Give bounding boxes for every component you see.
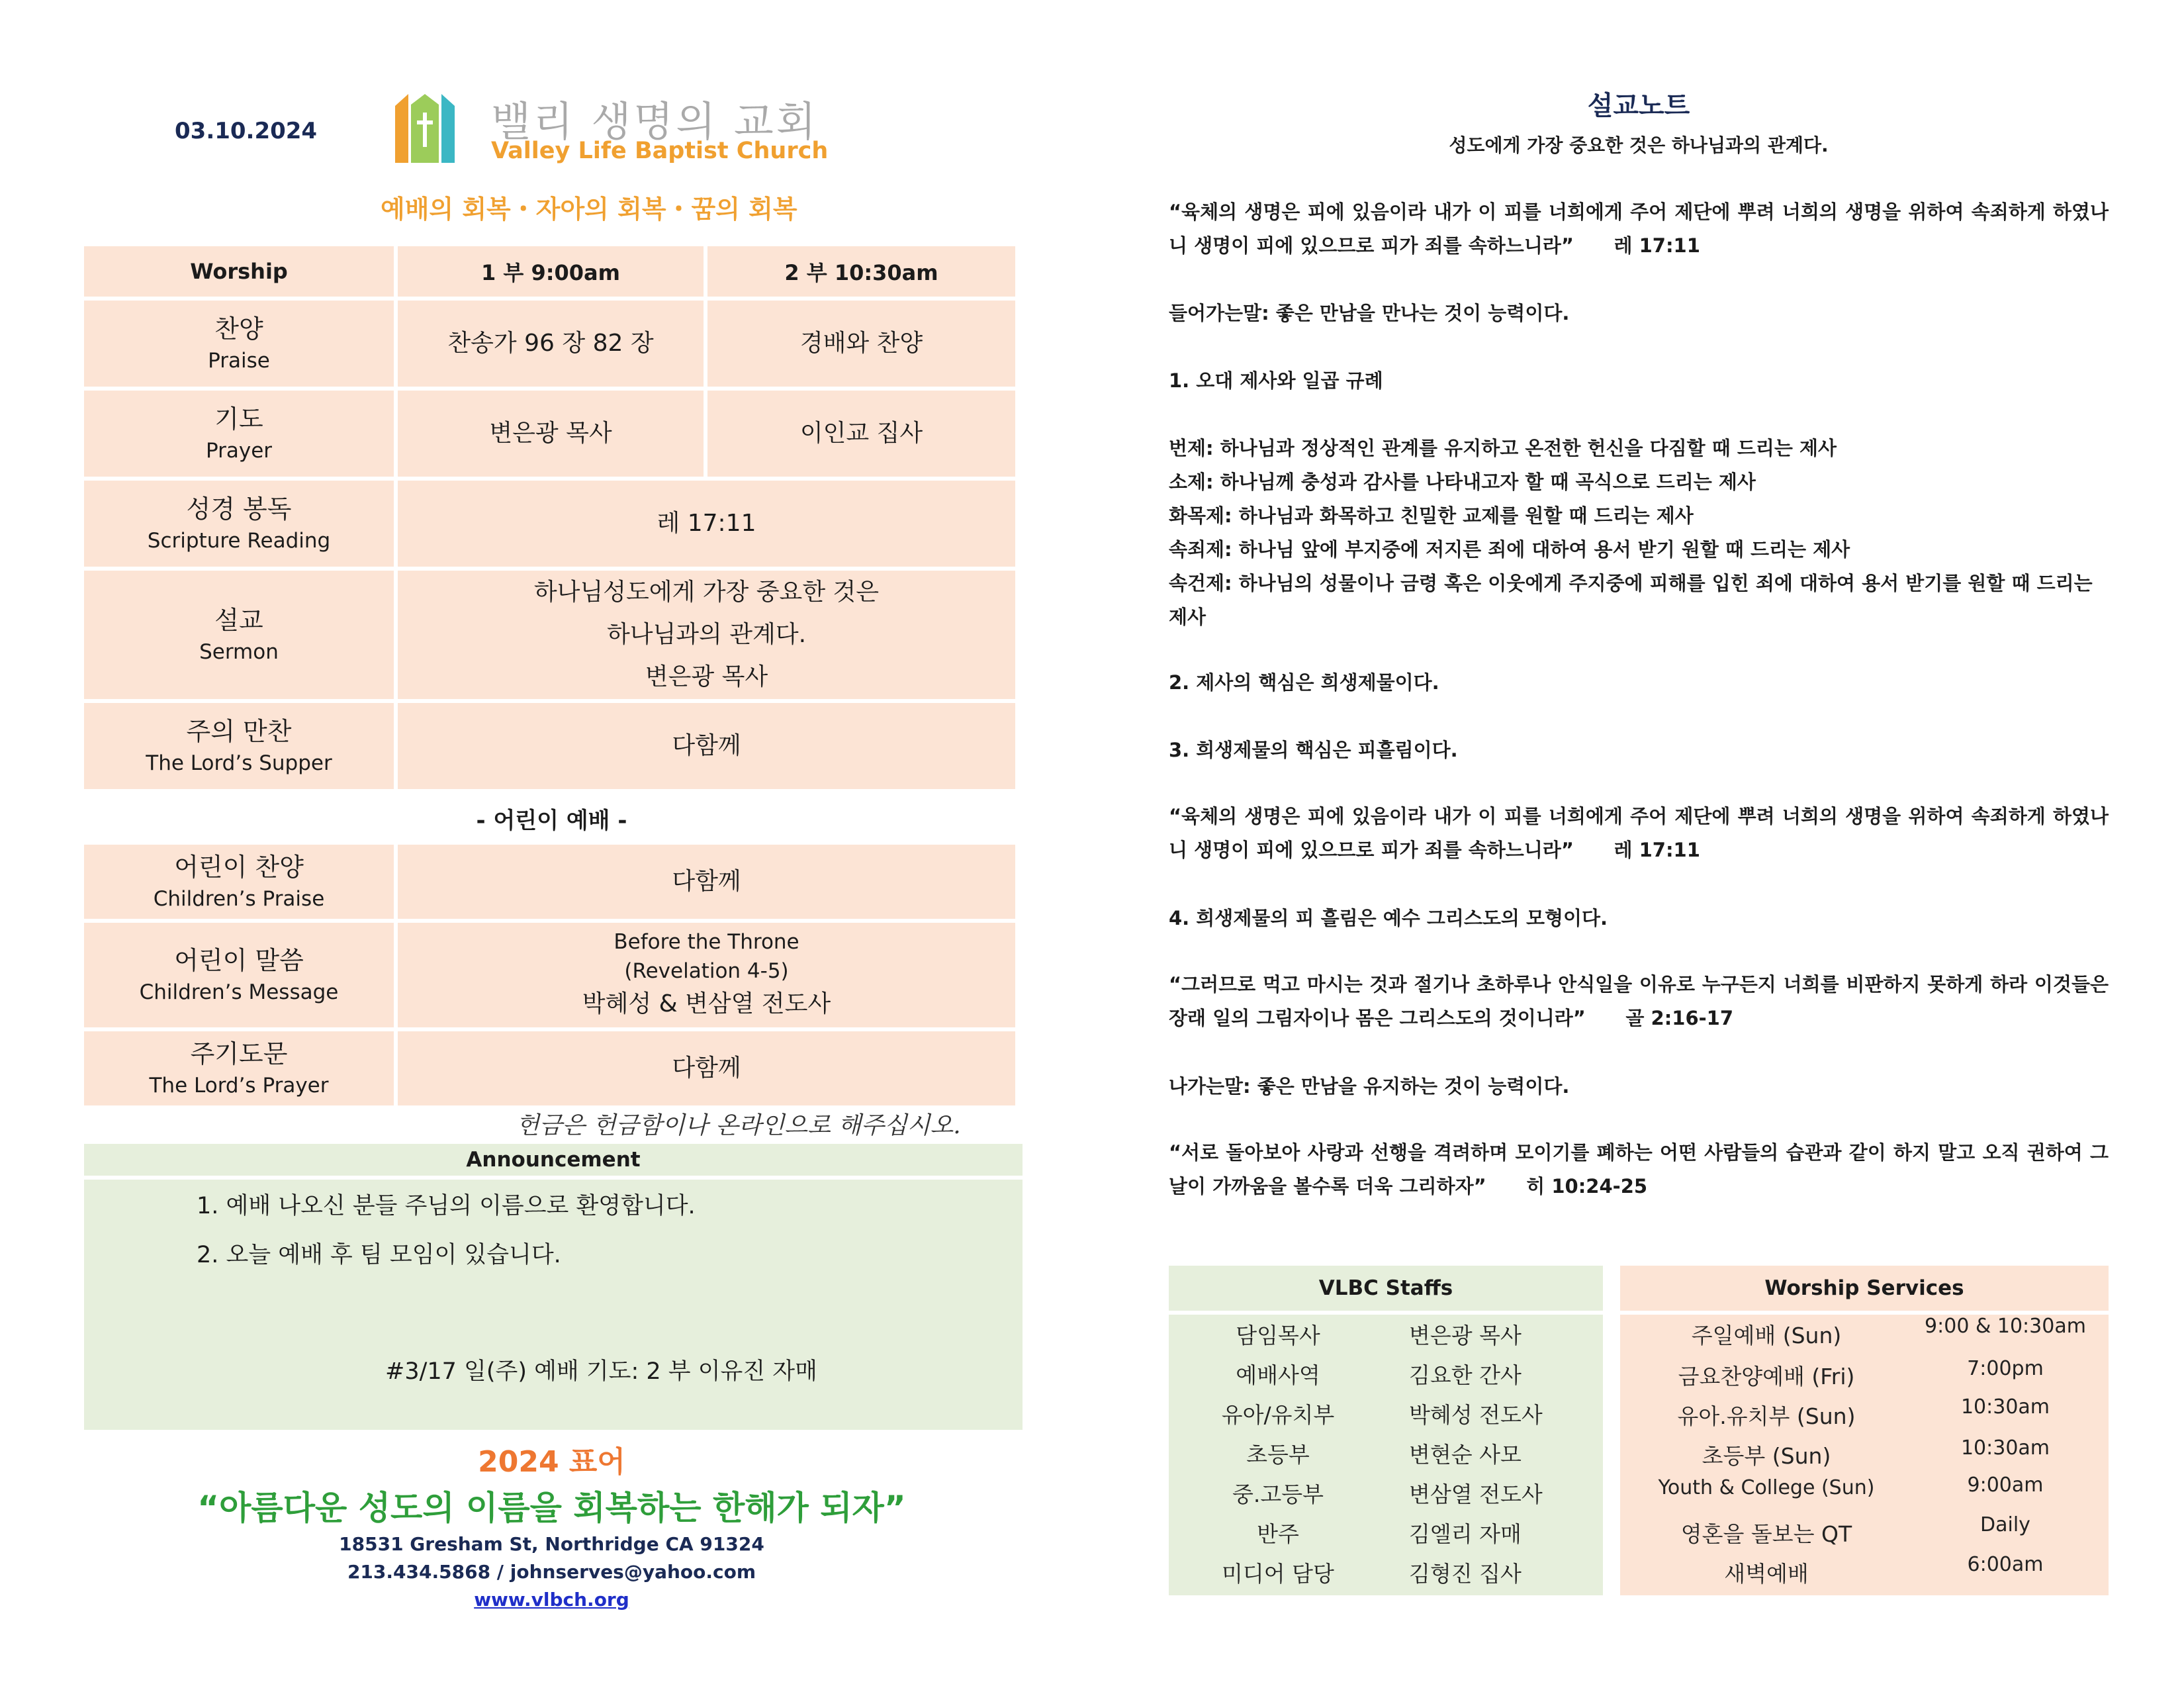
children-worship-title: - 어린이 예배 -	[476, 808, 627, 834]
worship-order-table	[84, 246, 1019, 793]
church-logo	[394, 93, 456, 164]
staff-name: 변은광 목사	[1409, 1323, 1522, 1348]
offerings-list	[1169, 432, 2109, 634]
header-second-service: 2 부 10:30am	[707, 246, 1015, 297]
service-name: Youth & College (Sun)	[1658, 1476, 1875, 1499]
service-time: 6:00am	[1967, 1553, 2044, 1576]
church-name-korean: 밸리 생명의 교회	[491, 97, 819, 146]
point-heading: 4. 희생제물의 피 흘림은 예수 그리스도의 모형이다.	[1169, 907, 1608, 929]
praise-second: 경배와 찬양	[707, 301, 1015, 387]
church-address: 18531 Gresham St, Northridge CA 91324	[339, 1533, 764, 1555]
service-time: Daily	[1980, 1513, 2030, 1536]
supper-row	[84, 703, 1019, 789]
point-heading: 1. 오대 제사와 일곱 규례	[1169, 369, 1383, 392]
sermon-row	[84, 571, 1019, 699]
point-heading: 3. 희생제물의 핵심은 피흘림이다.	[1169, 739, 1458, 761]
church-motto: 예배의 회복・자아의 회복・꿈의 회복	[381, 195, 797, 224]
list-item: 화목제: 하나님과 화목하고 친밀한 교제를 원할 때 드리는 제사	[1169, 504, 1694, 527]
service-name: 금요찬양예배 (Fri)	[1678, 1364, 1855, 1389]
church-name-english: Valley Life Baptist Church	[491, 138, 829, 164]
scripture-quote: “육체의 생명은 피에 있음이라 내가 이 피를 너희에게 주어 제단에 뿌려 너희의 생명을 위하여 속죄하게 하였나니 생명이 피에 있으므로 피가 죄를 속하느니라” 레 17:11	[1169, 805, 2109, 861]
children-message-value: Before the Throne (Revelation 4-5) 박혜성 & 변삼열 전도사	[398, 923, 1015, 1027]
table-header-row	[84, 246, 1019, 297]
services-header: Worship Services	[1620, 1266, 2109, 1311]
church-contact: 213.434.5868 / johnserves@yahoo.com	[347, 1561, 756, 1583]
list-item: 소제: 하나님께 충성과 감사를 나타내고자 할 때 곡식으로 드리는 제사	[1169, 471, 1756, 493]
list-item: 속건제: 하나님의 성물이나 금령 혹은 이웃에게 주지중에 피해를 입힌 죄에 대하여 용서 받기를 원할 때 드리는 제사	[1169, 572, 2093, 628]
announcement-note: #3/17 일(주) 예배 기도: 2 부 이유진 자매	[385, 1358, 817, 1385]
lords-prayer-label: 주기도문 The Lord’s Prayer	[84, 1031, 394, 1105]
staff-name: 김형진 집사	[1409, 1561, 1522, 1587]
staff-role: 초등부	[1246, 1442, 1310, 1468]
year-motto-title: 2024 표어	[478, 1445, 625, 1479]
praise-row	[84, 301, 1019, 387]
scripture-row	[84, 481, 1019, 567]
staff-name: 변현순 사모	[1409, 1442, 1522, 1468]
prayer-label: 기도 Prayer	[84, 391, 394, 477]
service-time: 9:00am	[1967, 1474, 2044, 1497]
services-list	[1620, 1315, 2109, 1595]
header-worship: Worship	[84, 246, 394, 297]
year-motto-slogan: “아름다운 성도의 이름을 회복하는 한해가 되자”	[197, 1489, 906, 1527]
service-time: 7:00pm	[1967, 1357, 2044, 1380]
service-name: 초등부 (Sun)	[1702, 1443, 1831, 1469]
sermon-notes-subtitle: 성도에게 가장 중요한 것은 하나님과의 관계다.	[1449, 134, 1829, 156]
supper-value: 다함께	[398, 703, 1015, 789]
staff-role: 미디어 담당	[1222, 1561, 1334, 1587]
lords-prayer-row	[84, 1031, 1019, 1105]
prayer-row	[84, 391, 1019, 477]
staff-name: 김엘리 자매	[1409, 1521, 1522, 1547]
staff-name: 박혜성 전도사	[1409, 1402, 1543, 1428]
announcement-header: Announcement	[84, 1144, 1023, 1176]
staff-role: 중.고등부	[1232, 1481, 1324, 1507]
scripture-reference: 골 2:16-17	[1625, 1007, 1734, 1029]
offering-note: 헌금은 헌금함이나 온라인으로 해주십시오.	[516, 1112, 961, 1139]
staff-list	[1169, 1315, 1603, 1595]
service-name: 유아.유치부 (Sun)	[1677, 1403, 1856, 1429]
scripture-reference: 레 17:11	[1614, 234, 1700, 257]
prayer-second: 이인교 집사	[707, 391, 1015, 477]
children-praise-label: 어린이 찬양 Children’s Praise	[84, 845, 394, 919]
staff-header: VLBC Staffs	[1169, 1266, 1603, 1311]
scripture-quote: “서로 돌아보아 사랑과 선행을 격려하며 모이기를 폐하는 어떤 사람들의 습관과 같이 하지 말고 오직 권하여 그 날이 가까움을 볼수록 더욱 그리하자” 히 10:24-25	[1169, 1141, 2109, 1197]
announcement-item: 1. 예배 나오신 분들 주님의 이름으로 환영합니다.	[197, 1193, 696, 1219]
service-time: 10:30am	[1960, 1395, 2050, 1419]
children-message-row	[84, 923, 1019, 1027]
staff-name: 변삼열 전도사	[1409, 1481, 1543, 1507]
point-heading: 2. 제사의 핵심은 희생제물이다.	[1169, 671, 1439, 694]
header-first-service: 1 부 9:00am	[398, 246, 704, 297]
staff-role: 담임목사	[1236, 1323, 1320, 1348]
scripture-quote: “그러므로 먹고 마시는 것과 절기나 초하루나 안식일을 이유로 누구든지 너희를 비판하지 못하게 하라 이것들은 장래 일의 그림자이나 몸은 그리스도의 것이니라” 골 2:16-17	[1169, 973, 2109, 1029]
children-praise-value: 다함께	[398, 845, 1015, 919]
service-name: 영혼을 돌보는 QT	[1680, 1521, 1852, 1547]
service-name: 주일예배 (Sun)	[1691, 1323, 1842, 1348]
scripture-reference: 레 17:11	[1614, 839, 1700, 861]
supper-label: 주의 만찬 The Lord’s Supper	[84, 703, 394, 789]
children-praise-row	[84, 845, 1019, 919]
lords-prayer-value: 다함께	[398, 1031, 1015, 1105]
staff-role: 유아/유치부	[1221, 1402, 1335, 1428]
website-link[interactable]: www.vlbch.org	[474, 1589, 629, 1611]
scripture-reference: 히 10:24-25	[1526, 1175, 1648, 1197]
announcement-body	[84, 1180, 1023, 1430]
bulletin-date: 03.10.2024	[175, 118, 318, 144]
sermon-value: 하나님성도에게 가장 중요한 것은 하나님과의 관계다. 변은광 목사	[398, 571, 1015, 699]
staff-role: 반주	[1257, 1521, 1299, 1547]
scripture-value: 레 17:11	[398, 481, 1015, 567]
staff-role: 예배사역	[1236, 1362, 1320, 1388]
sermon-notes-title: 설교노트	[1587, 91, 1690, 121]
sermon-label: 설교 Sermon	[84, 571, 394, 699]
service-name: 새벽예배	[1724, 1561, 1809, 1587]
children-message-label: 어린이 말씀 Children’s Message	[84, 923, 394, 1027]
announcement-item: 2. 오늘 예배 후 팀 모임이 있습니다.	[197, 1242, 561, 1268]
scripture-label: 성경 봉독 Scripture Reading	[84, 481, 394, 567]
intro-text: 들어가는말: 좋은 만남을 만나는 것이 능력이다.	[1169, 302, 1570, 324]
list-item: 번제: 하나님과 정상적인 관계를 유지하고 온전한 헌신을 다짐할 때 드리는 제사	[1169, 437, 1837, 459]
praise-label: 찬양 Praise	[84, 301, 394, 387]
prayer-first: 변은광 목사	[398, 391, 704, 477]
service-time: 10:30am	[1960, 1436, 2050, 1460]
website-line	[84, 1589, 1019, 1611]
staff-name: 김요한 간사	[1409, 1362, 1522, 1388]
outro-text: 나가는말: 좋은 만남을 유지하는 것이 능력이다.	[1169, 1075, 1570, 1098]
scripture-quote: “육체의 생명은 피에 있음이라 내가 이 피를 너희에게 주어 제단에 뿌려 너희의 생명을 위하여 속죄하게 하였나니 생명이 피에 있으므로 피가 죄를 속하느니라” 레 17:11	[1169, 201, 2109, 257]
praise-first: 찬송가 96 장 82 장	[398, 301, 704, 387]
children-worship-table	[84, 845, 1019, 1109]
list-item: 속죄제: 하나님 앞에 부지중에 저지른 죄에 대하여 용서 받기 원할 때 드리는 제사	[1169, 538, 1850, 561]
service-time: 9:00 & 10:30am	[1925, 1315, 2086, 1338]
